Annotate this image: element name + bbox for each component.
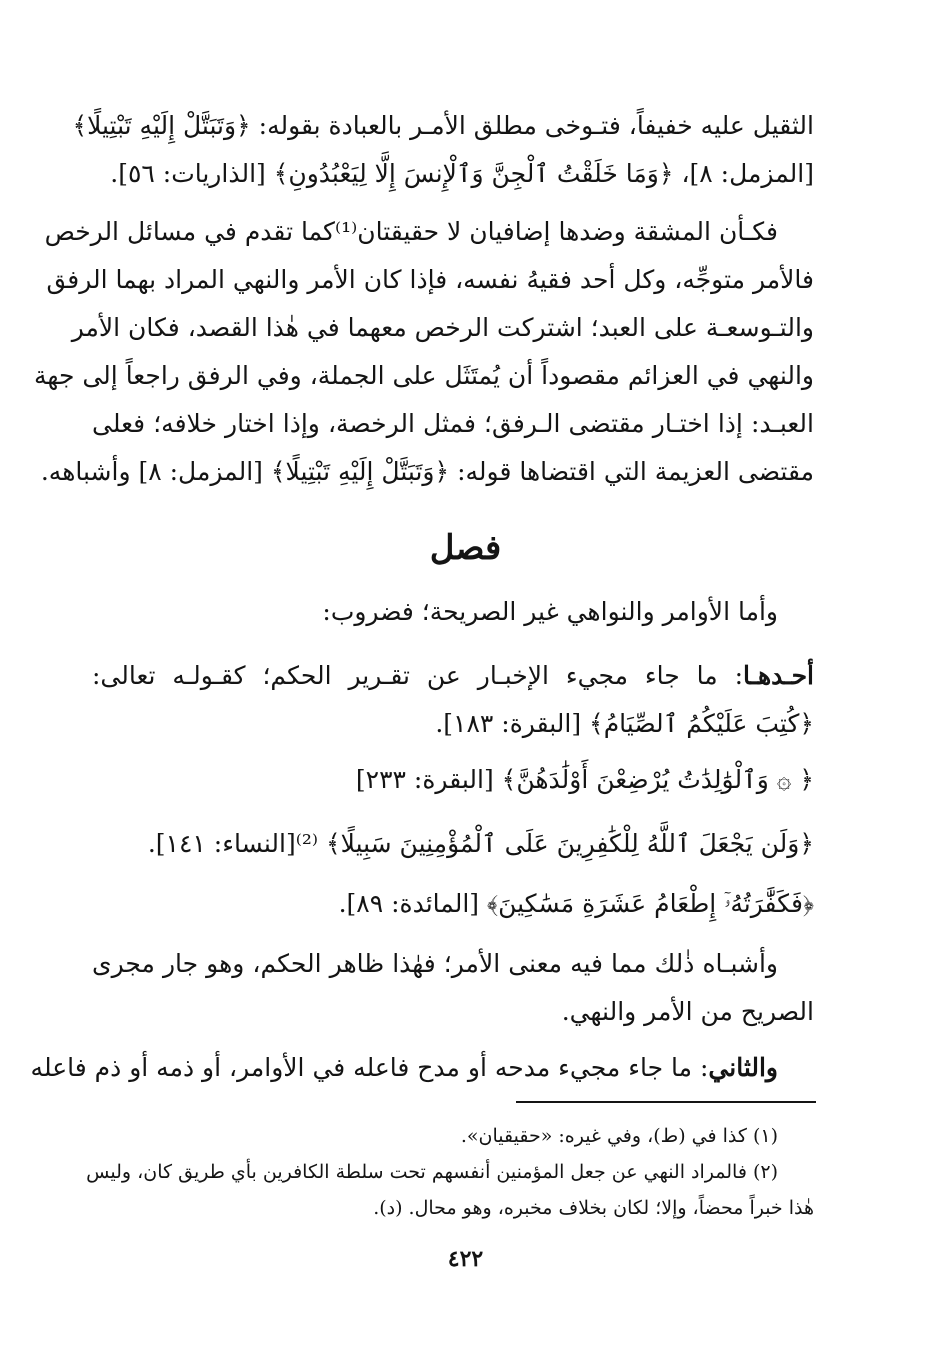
paragraph-line: والنهي في العزائم مقصوداً أن يُمتَثَل على الجملة، وفي الرفق راجعاً إلى جهة bbox=[34, 361, 814, 390]
similar-paragraph bbox=[92, 940, 814, 1036]
footnote-2: (٢) فالمراد النهي عن جعل المؤمنين أنفسهم تحت سلطة الكافرين بأي طريق كان، وليس bbox=[86, 1161, 778, 1183]
paragraph-line: الصريح من الأمر والنهي. bbox=[561, 997, 814, 1026]
second-kind-paragraph bbox=[30, 1044, 814, 1092]
footnote-separator bbox=[516, 1101, 816, 1103]
page-number: ٤٢٢ bbox=[447, 1246, 484, 1272]
first-kind-label: أحـدهـا bbox=[743, 661, 814, 690]
paragraph-line bbox=[30, 1044, 814, 1092]
paragraph-line bbox=[92, 652, 814, 700]
paragraph-line: فكـأن المشقة وضدها إضافيان لا حقيقتان⁽¹⁾كما تقدم في مسائل الرخص bbox=[44, 217, 778, 246]
paragraph-line: والتـوسعـة على العبد؛ اشتركت الرخص معهما في هٰذا القصد، فكان الأمر bbox=[71, 313, 814, 342]
quote-line: ﴿فَكَفَّٰرَتُهُۥٓ إِطْعَامُ عَشَرَةِ مَسَٰكِينَ﴾ [المائدة: ٨٩]. bbox=[338, 889, 814, 918]
quote-line: ﴿ ۞ وَٱلْوَٰلِدَٰتُ يُرْضِعْنَ أَوْلَٰدَهُنَّ﴾ [البقرة: ٢٣٣] bbox=[355, 765, 814, 794]
quote-line: ﴿وَلَن يَجْعَلَ ٱللَّهُ لِلْكَٰفِرِينَ عَلَى ٱلْمُؤْمِنِينَ سَبِيلًا﴾ ⁽²⁾[النساء: ١٤١]. bbox=[147, 829, 814, 858]
footnotes bbox=[86, 1118, 814, 1226]
top-paragraph bbox=[72, 102, 814, 198]
first-kind-text: : ما جاء مجيء الإخبـار عن تقـرير الحكم؛ كقـولـه تعالى: bbox=[92, 661, 744, 690]
second-kind-label: والثاني bbox=[708, 1053, 778, 1082]
paragraph-line: وأما الأوامر والنواهي غير الصريحة؛ فضروب: bbox=[322, 597, 778, 626]
paragraph-line: الثقيل عليه خفيفاً، فتـوخى مطلق الأمـر بالعبادة بقوله: ﴿وَتَبَتَّلْ إِلَيْهِ تَبْتِيلًا﴾ bbox=[72, 111, 814, 140]
footnote-2-continued: هٰذا خبراً محضاً، وإلا؛ لكان بخلاف مخبره، وهو محال. (د). bbox=[373, 1197, 814, 1219]
paragraph-line: [المزمل: ٨]، ﴿وَمَا خَلَقْتُ ٱلْجِنَّ وَٱلْإِنسَ إِلَّا لِيَعْبُدُونِ﴾ [الذاريات: ٥٦]. bbox=[110, 159, 814, 188]
section-heading: فصل bbox=[429, 528, 502, 568]
second-kind-text: : ما جاء مجيء مدحه أو مدح فاعله في الأوامر، أو ذمه أو ذم فاعله bbox=[30, 1053, 709, 1082]
paragraph-line: ﴿كُتِبَ عَلَيْكُمُ ٱلصِّيَامُ﴾ [البقرة: ١٨٣]. bbox=[435, 709, 814, 738]
paragraph-line: العبـد: إذا اختـار مقتضى الـرفق؛ فمثل الرخصة، وإذا اختار خلافه؛ فعلى bbox=[92, 409, 814, 438]
paragraph-line: مقتضى العزيمة التي اقتضاها قوله: ﴿وَتَبَتَّلْ إِلَيْهِ تَبْتِيلًا﴾ [المزمل: ٨] وأشباهه. bbox=[40, 457, 814, 486]
paragraph-line: وأشبـاه ذٰلك مما فيه معنى الأمر؛ فهٰذا ظاهر الحكم، وهو جار مجرى bbox=[92, 949, 778, 978]
intro-paragraph bbox=[92, 588, 814, 636]
first-kind-paragraph bbox=[92, 652, 814, 748]
footnote-1: (١) كذا في (ط)، وفي غيره: «حقيقيان». bbox=[460, 1125, 778, 1147]
main-paragraph bbox=[34, 208, 814, 496]
paragraph-line: فالأمر متوجِّه، وكل أحد فقيهُ نفسه، فإذا كان الأمر والنهي المراد بهما الرفق bbox=[46, 265, 814, 294]
